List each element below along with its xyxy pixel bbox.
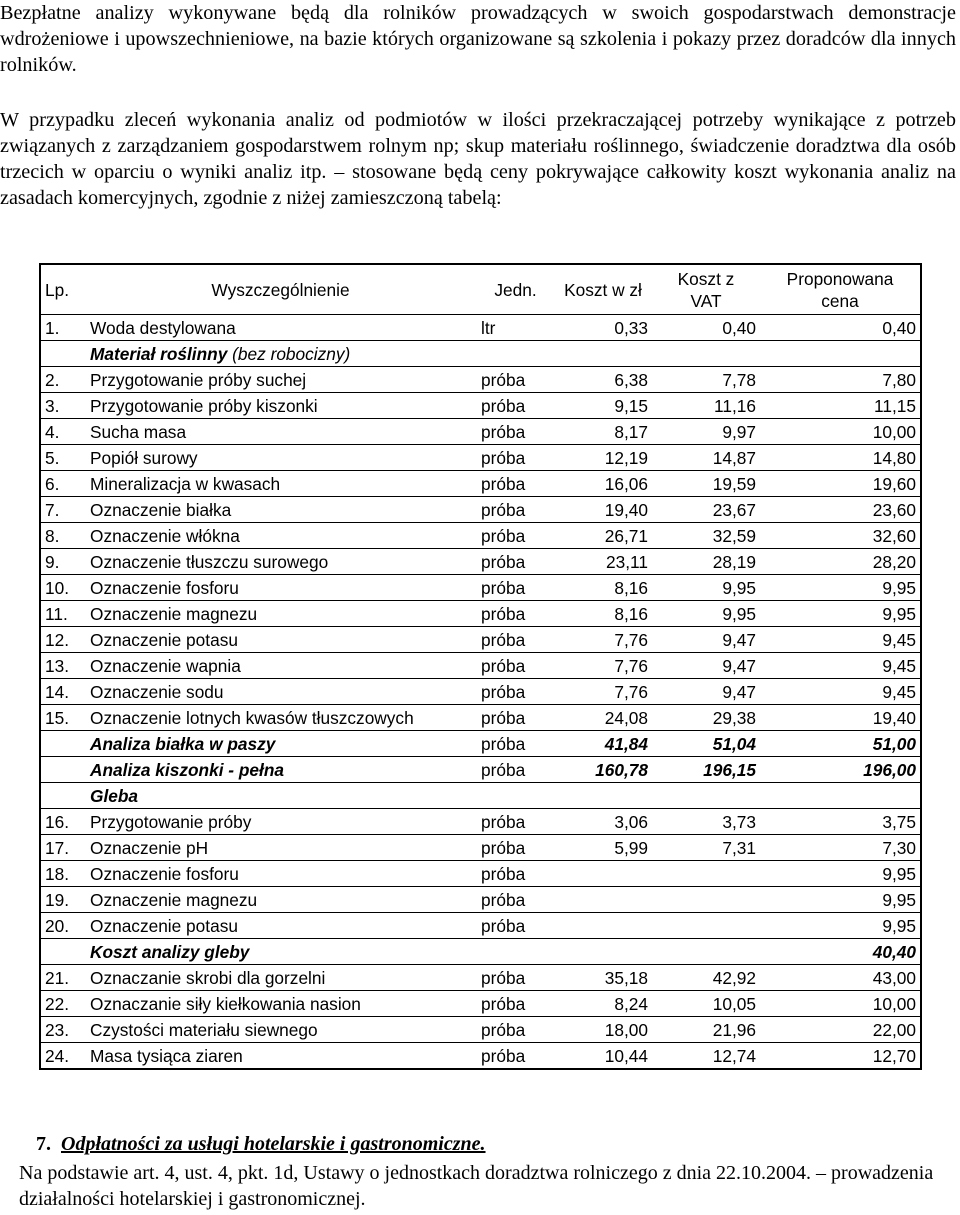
cell-price: 7,80	[760, 367, 921, 393]
cell-name: Przygotowanie próby suchej	[84, 367, 477, 393]
cell-unit: próba	[477, 705, 554, 731]
cell-lp: 6.	[40, 471, 84, 497]
empty-cell	[760, 783, 921, 809]
header-vat	[652, 264, 760, 315]
cell-price: 9,95	[760, 887, 921, 913]
cell-unit: próba	[477, 471, 554, 497]
header-cost: Koszt w zł	[554, 264, 652, 315]
cell-name: Oznaczanie siły kiełkowania nasion	[84, 991, 477, 1017]
price-table-body	[40, 315, 921, 1070]
cell-cost	[554, 913, 652, 939]
table-row	[40, 991, 921, 1017]
cell-name: Oznaczenie magnezu	[84, 887, 477, 913]
cell-price: 9,45	[760, 653, 921, 679]
cell-cost	[554, 939, 652, 965]
cell-name: Oznaczenie sodu	[84, 679, 477, 705]
cell-price: 28,20	[760, 549, 921, 575]
cell-name: Przygotowanie próby	[84, 809, 477, 835]
cell-vat: 7,31	[652, 835, 760, 861]
cell-cost: 8,16	[554, 575, 652, 601]
cell-vat: 3,73	[652, 809, 760, 835]
cell-cost	[554, 887, 652, 913]
cell-name: Oznaczenie potasu	[84, 913, 477, 939]
table-row	[40, 445, 921, 471]
cell-price: 10,00	[760, 419, 921, 445]
cell-vat: 23,67	[652, 497, 760, 523]
section-label	[84, 341, 477, 367]
cell-vat: 12,74	[652, 1043, 760, 1070]
cell-name: Oznaczenie wapnia	[84, 653, 477, 679]
cell-price: 19,60	[760, 471, 921, 497]
cell-unit: próba	[477, 601, 554, 627]
cell-name: Mineralizacja w kwasach	[84, 471, 477, 497]
cell-lp: 1.	[40, 315, 84, 341]
table-row	[40, 367, 921, 393]
cell-vat	[652, 887, 760, 913]
cell-unit: próba	[477, 731, 554, 757]
cell-price: 3,75	[760, 809, 921, 835]
cell-lp: 22.	[40, 991, 84, 1017]
cell-cost: 10,44	[554, 1043, 652, 1070]
cell-vat	[652, 939, 760, 965]
cell-vat: 14,87	[652, 445, 760, 471]
empty-cell	[554, 341, 652, 367]
section-label	[84, 783, 477, 809]
cell-lp: 15.	[40, 705, 84, 731]
intro-paragraph: Bezpłatne analizy wykonywane będą dla rolników prowadzących w swoich gospodarstwach demonstracje wdrożeniowe i upowszechnieniowe, na bazie których organizowane są szkolenia i pokazy przez doradców dla innych rolników.	[0, 2, 956, 76]
cell-lp: 12.	[40, 627, 84, 653]
table-row	[40, 705, 921, 731]
cell-name: Masa tysiąca ziaren	[84, 1043, 477, 1070]
cell-cost: 19,40	[554, 497, 652, 523]
header-unit: Jedn.	[477, 264, 554, 315]
cell-vat: 9,95	[652, 575, 760, 601]
cell-unit: próba	[477, 367, 554, 393]
table-row	[40, 523, 921, 549]
section-label-bold: Gleba	[90, 785, 139, 806]
cell-name: Oznaczenie tłuszczu surowego	[84, 549, 477, 575]
cell-vat: 9,47	[652, 679, 760, 705]
empty-cell	[760, 341, 921, 367]
cell-price: 32,60	[760, 523, 921, 549]
cell-price: 9,45	[760, 627, 921, 653]
table-row	[40, 939, 921, 965]
cell-unit: próba	[477, 835, 554, 861]
section-7-title: Odpłatności za usługi hotelarskie i gastronomiczne.	[61, 1133, 486, 1155]
cell-vat: 28,19	[652, 549, 760, 575]
cell-price: 22,00	[760, 1017, 921, 1043]
table-row	[40, 653, 921, 679]
cell-unit: próba	[477, 393, 554, 419]
cell-cost: 9,15	[554, 393, 652, 419]
section-7-heading	[36, 1133, 486, 1156]
cell-name: Sucha masa	[84, 419, 477, 445]
section-label-note: (bez robocizny)	[227, 343, 351, 364]
table-row	[40, 731, 921, 757]
table-row	[40, 601, 921, 627]
cell-unit: próba	[477, 757, 554, 783]
cell-vat: 9,47	[652, 627, 760, 653]
cell-lp	[40, 757, 84, 783]
table-row	[40, 1017, 921, 1043]
cell-unit: próba	[477, 653, 554, 679]
cell-vat: 10,05	[652, 991, 760, 1017]
header-vat-line2: VAT	[690, 290, 722, 311]
cell-unit: próba	[477, 1043, 554, 1070]
cell-lp: 20.	[40, 913, 84, 939]
table-row	[40, 471, 921, 497]
cell-unit: próba	[477, 965, 554, 991]
cell-vat: 196,15	[652, 757, 760, 783]
cell-unit: próba	[477, 549, 554, 575]
cell-price: 10,00	[760, 991, 921, 1017]
cell-lp	[40, 341, 84, 367]
cell-vat: 9,97	[652, 419, 760, 445]
table-row	[40, 1043, 921, 1070]
cell-cost: 8,17	[554, 419, 652, 445]
cell-lp: 21.	[40, 965, 84, 991]
table-section-row	[40, 341, 921, 367]
cell-lp: 10.	[40, 575, 84, 601]
table-row	[40, 835, 921, 861]
cell-cost: 3,06	[554, 809, 652, 835]
cell-vat: 42,92	[652, 965, 760, 991]
cell-name: Analiza białka w paszy	[84, 731, 477, 757]
cell-unit: próba	[477, 809, 554, 835]
cell-vat: 9,47	[652, 653, 760, 679]
cell-lp	[40, 783, 84, 809]
table-row	[40, 497, 921, 523]
cell-vat: 19,59	[652, 471, 760, 497]
cell-vat	[652, 913, 760, 939]
cell-unit: próba	[477, 861, 554, 887]
cell-unit: próba	[477, 575, 554, 601]
cell-cost: 7,76	[554, 679, 652, 705]
cell-cost: 41,84	[554, 731, 652, 757]
cell-price: 9,95	[760, 913, 921, 939]
cell-price: 9,95	[760, 575, 921, 601]
cell-unit: próba	[477, 887, 554, 913]
cell-unit	[477, 939, 554, 965]
cell-unit: próba	[477, 991, 554, 1017]
cell-lp: 23.	[40, 1017, 84, 1043]
cell-lp: 4.	[40, 419, 84, 445]
cell-unit: próba	[477, 445, 554, 471]
pricing-paragraph: W przypadku zleceń wykonania analiz od podmiotów w ilości przekraczającej potrzeby wynikające z potrzeb związanych z zarządzaniem gospodarstwem rolnym np; skup materiału roślinnego, świadczenie doradztwa dla osób trzecich w oparciu o wyniki analiz itp. – stosowane będą ceny pokrywające całkowity koszt wykonania analiz na zasadach komercyjnych, zgodnie z niżej zamieszczoną tabelą:	[0, 109, 956, 209]
table-row	[40, 419, 921, 445]
section-7-number: 7.	[36, 1133, 51, 1155]
table-row	[40, 679, 921, 705]
cell-vat	[652, 861, 760, 887]
header-price-line1: Proponowana	[786, 268, 894, 289]
cell-name: Woda destylowana	[84, 315, 477, 341]
cell-price: 19,40	[760, 705, 921, 731]
cell-lp: 8.	[40, 523, 84, 549]
cell-unit: próba	[477, 523, 554, 549]
cell-name: Analiza kiszonki - pełna	[84, 757, 477, 783]
table-section-row	[40, 783, 921, 809]
cell-lp: 7.	[40, 497, 84, 523]
cell-price: 40,40	[760, 939, 921, 965]
cell-lp: 18.	[40, 861, 84, 887]
cell-cost: 5,99	[554, 835, 652, 861]
cell-lp: 9.	[40, 549, 84, 575]
cell-vat: 29,38	[652, 705, 760, 731]
cell-name: Oznaczanie skrobi dla gorzelni	[84, 965, 477, 991]
cell-price: 9,95	[760, 601, 921, 627]
cell-cost: 26,71	[554, 523, 652, 549]
cell-cost: 24,08	[554, 705, 652, 731]
cell-unit: próba	[477, 1017, 554, 1043]
cell-price: 23,60	[760, 497, 921, 523]
empty-cell	[554, 783, 652, 809]
cell-vat: 0,40	[652, 315, 760, 341]
cell-name: Oznaczenie magnezu	[84, 601, 477, 627]
cell-lp: 14.	[40, 679, 84, 705]
section-7-body: Na podstawie art. 4, ust. 4, pkt. 1d, Ustawy o jednostkach doradztwa rolniczego z dnia 22.10.2004. – prowadzenia działalności hotelarskiej i gastronomicznej.	[19, 1162, 934, 1210]
cell-lp	[40, 939, 84, 965]
cell-cost: 7,76	[554, 627, 652, 653]
price-table	[39, 263, 922, 1070]
cell-cost	[554, 861, 652, 887]
cell-price: 9,95	[760, 861, 921, 887]
cell-cost: 35,18	[554, 965, 652, 991]
cell-name: Przygotowanie próby kiszonki	[84, 393, 477, 419]
empty-cell	[652, 783, 760, 809]
cell-lp: 19.	[40, 887, 84, 913]
cell-price: 43,00	[760, 965, 921, 991]
section-label-bold: Materiał roślinny	[90, 343, 228, 364]
cell-name: Oznaczenie potasu	[84, 627, 477, 653]
cell-lp: 11.	[40, 601, 84, 627]
cell-vat: 21,96	[652, 1017, 760, 1043]
cell-vat: 51,04	[652, 731, 760, 757]
cell-unit: próba	[477, 679, 554, 705]
cell-cost: 6,38	[554, 367, 652, 393]
cell-lp: 2.	[40, 367, 84, 393]
cell-price: 14,80	[760, 445, 921, 471]
table-row	[40, 315, 921, 341]
cell-price: 0,40	[760, 315, 921, 341]
cell-price: 9,45	[760, 679, 921, 705]
cell-cost: 12,19	[554, 445, 652, 471]
cell-lp	[40, 731, 84, 757]
empty-cell	[477, 783, 554, 809]
cell-price: 51,00	[760, 731, 921, 757]
cell-price: 12,70	[760, 1043, 921, 1070]
table-row	[40, 575, 921, 601]
header-price-line2: cena	[821, 290, 859, 311]
header-name: Wyszczególnienie	[84, 264, 477, 315]
cell-lp: 3.	[40, 393, 84, 419]
table-row	[40, 549, 921, 575]
table-row	[40, 627, 921, 653]
table-row	[40, 965, 921, 991]
price-table-header	[40, 264, 921, 315]
cell-vat: 32,59	[652, 523, 760, 549]
cell-lp: 16.	[40, 809, 84, 835]
table-row	[40, 757, 921, 783]
cell-cost: 160,78	[554, 757, 652, 783]
empty-cell	[652, 341, 760, 367]
cell-name: Oznaczenie fosforu	[84, 861, 477, 887]
cell-vat: 9,95	[652, 601, 760, 627]
cell-name: Popiół surowy	[84, 445, 477, 471]
cell-cost: 7,76	[554, 653, 652, 679]
cell-name: Oznaczenie lotnych kwasów tłuszczowych	[84, 705, 477, 731]
cell-price: 196,00	[760, 757, 921, 783]
table-row	[40, 887, 921, 913]
cell-unit: próba	[477, 913, 554, 939]
empty-cell	[477, 341, 554, 367]
cell-lp: 17.	[40, 835, 84, 861]
cell-cost: 23,11	[554, 549, 652, 575]
cell-name: Koszt analizy gleby	[84, 939, 477, 965]
cell-vat: 11,16	[652, 393, 760, 419]
cell-lp: 5.	[40, 445, 84, 471]
header-vat-line1: Koszt z	[677, 268, 735, 289]
table-row	[40, 861, 921, 887]
cell-name: Oznaczenie pH	[84, 835, 477, 861]
header-price	[760, 264, 921, 315]
cell-vat: 7,78	[652, 367, 760, 393]
cell-name: Oznaczenie fosforu	[84, 575, 477, 601]
cell-price: 7,30	[760, 835, 921, 861]
cell-cost: 16,06	[554, 471, 652, 497]
cell-unit: próba	[477, 627, 554, 653]
cell-cost: 18,00	[554, 1017, 652, 1043]
cell-price: 11,15	[760, 393, 921, 419]
cell-lp: 24.	[40, 1043, 84, 1070]
cell-name: Oznaczenie białka	[84, 497, 477, 523]
cell-cost: 0,33	[554, 315, 652, 341]
cell-name: Oznaczenie włókna	[84, 523, 477, 549]
cell-unit: ltr	[477, 315, 554, 341]
cell-cost: 8,16	[554, 601, 652, 627]
table-row	[40, 913, 921, 939]
cell-unit: próba	[477, 497, 554, 523]
cell-lp: 13.	[40, 653, 84, 679]
cell-unit: próba	[477, 419, 554, 445]
cell-cost: 8,24	[554, 991, 652, 1017]
table-row	[40, 393, 921, 419]
header-lp: Lp.	[40, 264, 84, 315]
cell-name: Czystości materiału siewnego	[84, 1017, 477, 1043]
table-row	[40, 809, 921, 835]
